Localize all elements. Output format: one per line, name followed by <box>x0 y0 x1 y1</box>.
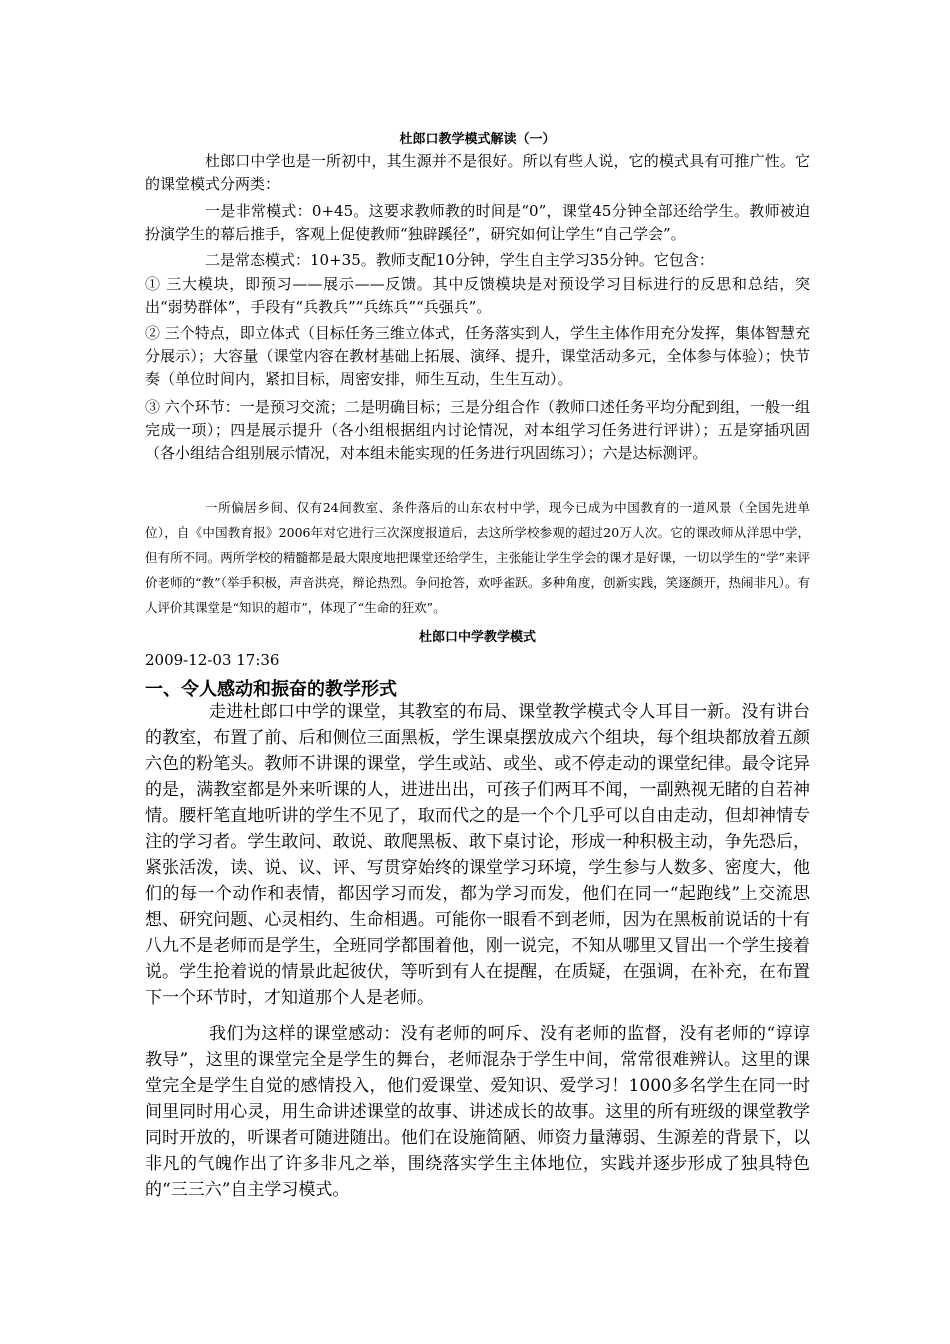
item-2-paragraph: ② 三个特点，即立体式（目标任务三维立体式，任务落实到人，学生主体作用充分发挥，集体智慧充分展示）；大容量（课堂内容在教材基础上拓展、演绎、提升，课堂活动多元，全体参与体验）；快节奏（单位时间内，紧扣目标，周密安排，师生互动，生生互动）。 <box>145 324 810 388</box>
summary-paragraph: 一所偏居乡间、仅有24间教室、条件落后的山东农村中学，现今已成为中国教育的一道风景（全国先进单位），自《中国教育报》2006年对它进行三次深度报道后，去这所学校参观的超过20万人次。它的课改师从洋思中学，但有所不同。两所学校的精髓都是最大限度地把课堂还给学生，主张能让学生学会的课才是好课，一切以学生的“学”来评价老师的“教”（举手积极，声音洪亮，辩论热烈。争问抢答，欢呼雀跃。多种角度，创新实践，笑逐颜开，热闹非凡）。有人评价其课堂是“知识的超市”，体现了“生命的狂欢”。 <box>145 500 810 615</box>
body-paragraph-2: 我们为这样的课堂感动：没有老师的呵斥、没有老师的监督，没有老师的“谆谆教导”，这里的课堂完全是学生的舞台，老师混杂于学生中间，常常很难辨认。这里的课堂完全是学生自觉的感情投入，他们爱课堂、爱知识、爱学习！1000多名学生在同一时间里同时用心灵，用生命讲述课堂的故事、讲述成长的故事。这里的所有班级的课堂教学同时开放的，听课者可随进随出。他们在设施简陋、师资力量薄弱、生源差的背景下，以非凡的气魄作出了许多非凡之举，围绕落实学生主体地位，实践并逐步形成了独具特色的“三三六”自主学习模式。 <box>145 1024 810 1200</box>
item-3-paragraph: ③ 六个环节：一是预习交流；二是明确目标；三是分组合作（教师口述任务平均分配到组，一般一组完成一项）；四是展示提升（各小组根据组内讨论情况，对本组学习任务进行评讲）；五是穿插巩固（各小组结合组别展示情况，对本组未能实现的任务进行巩固练习）；六是达标测评。 <box>145 398 810 462</box>
post-date: 2009-12-03 17:36 <box>145 651 280 669</box>
body-paragraph-1: 走进杜郎口中学的课堂，其教室的布局、课堂教学模式令人耳目一新。没有讲台的教室，布置了前、后和侧位三面黑板，学生课桌摆放成六个组块，每个组块都放着五颜六色的粉笔头。教师不讲课的课堂，学生或站、或坐、或不停走动的课堂纪律。最令诧异的是，满教室都是外来听课的人，进进出出，可孩子们两耳不闻，一副熟视无睹的自若神情。腰杆笔直地听讲的学生不见了，取而代之的是一个个几乎可以自由走动，但却神情专注的学习者。学生敢问、敢说、敢爬黑板、敢下桌讨论，形成一种积极主动，争先恐后，紧张活泼，读、说、议、评、写贯穿始终的课堂学习环境，学生参与人数多、密度大，他们的每一个动作和表情，都因学习而发，都为学习而发，他们在同一“起跑线”上交流思想、研究问题、心灵相约、生命相遇。可能你一眼看不到老师，因为在黑板前说话的十有八九不是老师而是学生，全班同学都围着他，刚一说完，不知从哪里又冒出一个学生接着说。学生抢着说的情景此起彼伏，等听到有人在提醒，在质疑，在强调，在补充，在布置下一个环节时，才知道那个人是老师。 <box>145 702 810 1008</box>
mode-2-paragraph: 二是常态模式：10+35。教师支配10分钟，学生自主学习35分钟。它包含： <box>205 251 714 269</box>
mode-1-paragraph: 一是非常模式：0+45。这要求教师教的时间是“0”，课堂45分钟全部还给学生。教师被迫扮演学生的幕后推手，客观上促使教师“独辟蹊径”，研究如何让学生“自己学会”。 <box>145 202 810 243</box>
item-1-paragraph: ① 三大模块，即预习——展示——反馈。其中反馈模块是对预设学习目标进行的反思和总结，突出“弱势群体”，手段有“兵教兵”“兵练兵”“兵强兵”。 <box>145 275 810 316</box>
intro-paragraph: 杜郎口中学也是一所初中，其生源并不是很好。所以有些人说，它的模式具有可推广性。它的课堂模式分两类： <box>145 152 810 193</box>
section-heading: 一、令人感动和振奋的教学形式 <box>145 679 397 700</box>
doc-title-1: 杜郎口教学模式解读（一） <box>399 132 556 147</box>
doc-title-2: 杜郎口中学教学模式 <box>418 630 536 645</box>
